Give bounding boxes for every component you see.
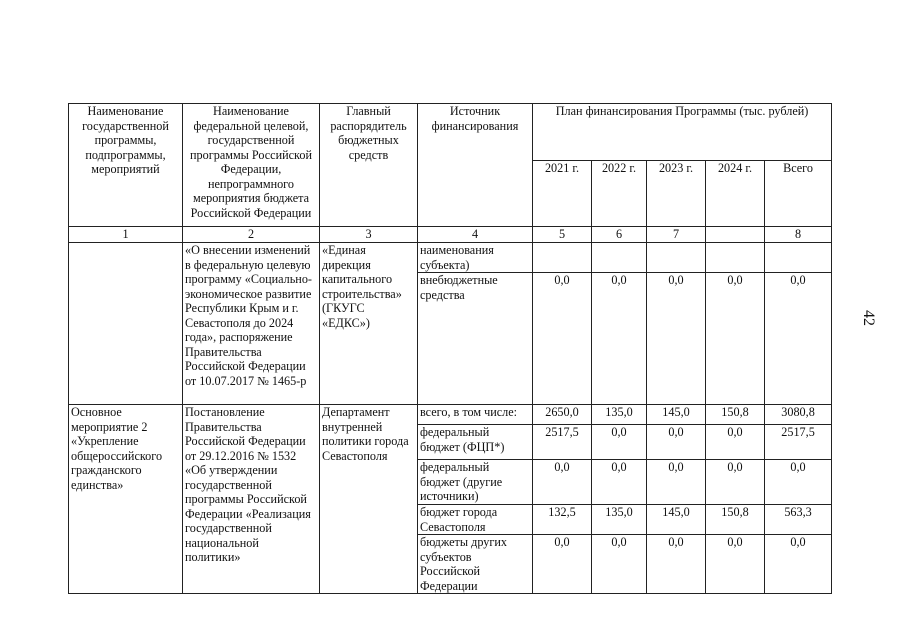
value-cell: 0,0 (765, 273, 832, 405)
block2-distributor: Департамент внутренней политики города Севастополя (320, 405, 418, 594)
value-cell: 0,0 (533, 535, 592, 594)
value-cell (592, 243, 647, 273)
value-cell: 0,0 (765, 535, 832, 594)
header-year-2021: 2021 г. (533, 161, 592, 227)
value-cell: 0,0 (706, 425, 765, 460)
block1-name (69, 243, 183, 405)
value-cell: 0,0 (533, 460, 592, 505)
value-cell (647, 243, 706, 273)
colnum-blank (706, 227, 765, 243)
block1-distributor: «Единая дирекция капитального строительства» (ГКУГС «ЕДКС») (320, 243, 418, 405)
block2-source-4: бюджеты других субъектов Российской Федерации (418, 535, 533, 594)
value-cell: 150,8 (706, 405, 765, 425)
colnum-8: 8 (765, 227, 832, 243)
value-cell: 563,3 (765, 505, 832, 535)
block2-source-2: федеральный бюджет (другие источники) (418, 460, 533, 505)
value-cell: 145,0 (647, 405, 706, 425)
financing-plan-table (68, 103, 832, 594)
value-cell (765, 243, 832, 273)
value-cell: 0,0 (706, 535, 765, 594)
value-cell: 0,0 (592, 273, 647, 405)
block2-program: Постановление Правительства Российской Федерации от 29.12.2016 № 1532 «Об утверждении государственной программы Российской Федерации «Реализация государственной национальной политики» (183, 405, 320, 594)
header-plan: План финансирования Программы (тыс. рублей) (533, 104, 832, 161)
value-cell: 2650,0 (533, 405, 592, 425)
value-cell: 0,0 (533, 273, 592, 405)
value-cell: 150,8 (706, 505, 765, 535)
value-cell: 3080,8 (765, 405, 832, 425)
page-number: 42 (860, 310, 877, 326)
value-cell: 0,0 (765, 460, 832, 505)
value-cell: 0,0 (647, 535, 706, 594)
header-col3: Главный распорядитель бюджетных средств (320, 104, 418, 227)
header-total: Всего (765, 161, 832, 227)
value-cell: 0,0 (592, 425, 647, 460)
colnum-3: 3 (320, 227, 418, 243)
colnum-4: 4 (418, 227, 533, 243)
block2-source-1: федеральный бюджет (ФЦП*) (418, 425, 533, 460)
colnum-7: 7 (647, 227, 706, 243)
block1-source-0: наименования субъекта) (418, 243, 533, 273)
value-cell: 0,0 (706, 460, 765, 505)
colnum-1: 1 (69, 227, 183, 243)
value-cell (533, 243, 592, 273)
value-cell: 135,0 (592, 405, 647, 425)
block2-source-3: бюджет города Севастополя (418, 505, 533, 535)
value-cell: 0,0 (592, 535, 647, 594)
value-cell: 135,0 (592, 505, 647, 535)
header-col1: Наименование государственной программы, подпрограммы, мероприятий (69, 104, 183, 227)
value-cell: 145,0 (647, 505, 706, 535)
value-cell: 0,0 (647, 273, 706, 405)
value-cell: 2517,5 (765, 425, 832, 460)
value-cell (706, 243, 765, 273)
block2-name: Основное мероприятие 2 «Укрепление общероссийского гражданского единства» (69, 405, 183, 594)
value-cell: 0,0 (647, 460, 706, 505)
block1-source-1: внебюджетные средства (418, 273, 533, 405)
value-cell: 0,0 (706, 273, 765, 405)
value-cell: 0,0 (592, 460, 647, 505)
header-year-2022: 2022 г. (592, 161, 647, 227)
colnum-5: 5 (533, 227, 592, 243)
header-col2: Наименование федеральной целевой, государственной программы Российской Федерации, непрограммного мероприятия бюджета Российской Федерации (183, 104, 320, 227)
block2-source-0: всего, в том числе: (418, 405, 533, 425)
header-col4: Источник финансирования (418, 104, 533, 227)
header-year-2024: 2024 г. (706, 161, 765, 227)
block1-program: «О внесении изменений в федеральную целевую программу «Социально-экономическое развитие Республики Крым и г. Севастополя до 2024 года», распоряжение Правительства Российской Федерации от 10.07.2017 № 1465-р (183, 243, 320, 405)
value-cell: 0,0 (647, 425, 706, 460)
header-year-2023: 2023 г. (647, 161, 706, 227)
colnum-2: 2 (183, 227, 320, 243)
value-cell: 2517,5 (533, 425, 592, 460)
value-cell: 132,5 (533, 505, 592, 535)
colnum-6: 6 (592, 227, 647, 243)
